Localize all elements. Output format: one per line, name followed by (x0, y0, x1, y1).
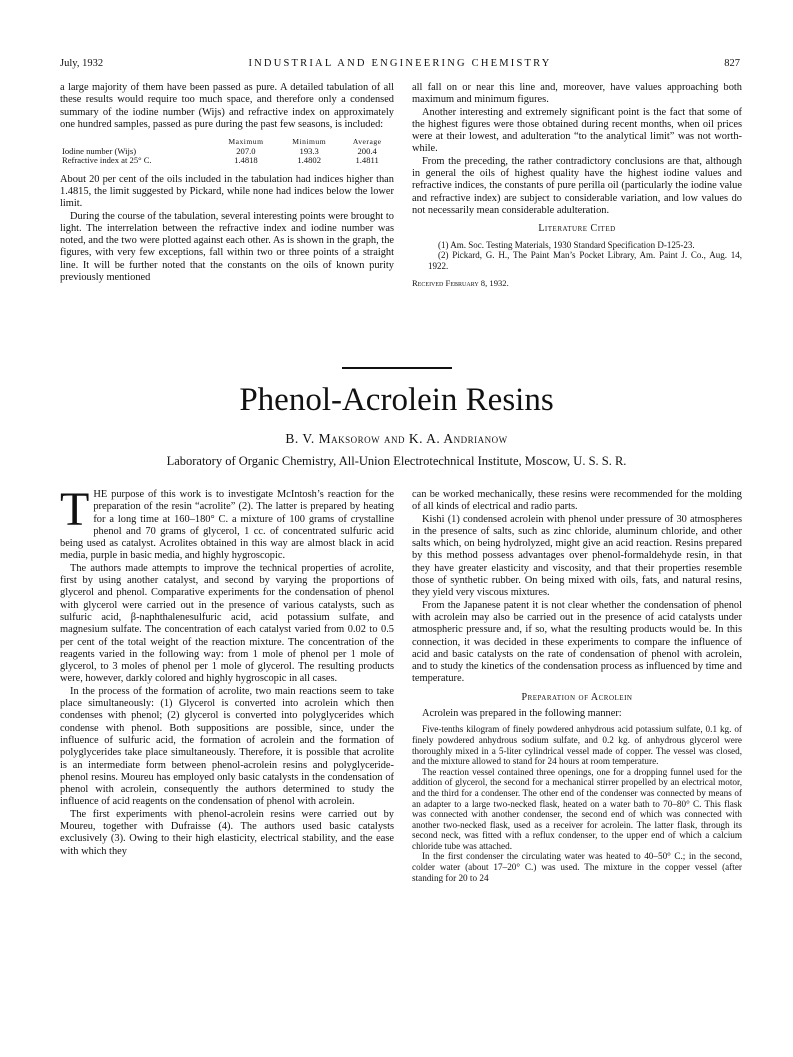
header-page-number: 827 (724, 58, 740, 69)
article-authors: B. V. Maksorow and K. A. Andrianow (285, 431, 508, 446)
paragraph: THE purpose of this work is to investigate McIntosh’s reaction for the preparation of the resin “acrolite” (2). The latter is prepared by heating for a long time at 160–180° C. a mixture of 100 grams of crystalline phenol and 70 grams of glycerol, 1 cc. of concentrated sulfuric acid being used as catalyst. Acrolites obtained in this way are almost black in acid media, purple in basic media, and highly hygroscopic. (60, 483, 394, 562)
paragraph: can be worked mechanically, these resins were recommended for the molding of all kinds of electrical and radio parts. (412, 489, 742, 513)
section-divider (342, 367, 452, 369)
table-row: Refractive index at 25° C. 1.4818 1.4802 1.4811 (62, 155, 379, 166)
preparation-heading: Preparation of Acrolein (521, 691, 633, 703)
paragraph: a large majority of them have been passed as pure. A detailed tabulation of all these results would require too much space, and therefore only a condensed summary of the iodine number (Wijs) and refractive index on approximately one hundred samples, passed as pure during the past few seasons, is included: (60, 82, 394, 130)
paragraph: From the preceding, the rather contradictory conclusions are that, although in general the oils of highest quality have the highest iodine values and refractive indices, the constants of pure perilla oil (particularly the iodine value and refractive index) are subject to considerable variation, and low values do not necessarily mean considerable adulteration. (412, 155, 742, 216)
paragraph: Five-tenths kilogram of finely powdered anhydrous acid potassium sulfate, 0.1 kg. of finely powdered anhydrous sodium sulfate, and 0.2 kg. of anhydrous glycerol were thoroughly mixed in a 5-liter cylindrical vessel made of copper. The vessel was closed, and the mixture allowed to stand for 24 hours at room temperature. (412, 724, 742, 767)
paragraph: The first experiments with phenol-acrolein resins were carried out by Moureu, together with Dufraisse (4). The authors used basic catalysts exclusively (3). Owing to their high elasticity, electrical stability, and the ease with which they (60, 808, 394, 857)
article-column-right (412, 489, 742, 883)
header-journal: INDUSTRIAL AND ENGINEERING CHEMISTRY (248, 58, 552, 69)
table-row: Iodine number (Wijs) 207.0 193.3 200.4 (62, 145, 377, 156)
paragraph: In the first condenser the circulating water was heated to 40–50° C.; in the second, colder water (about 17–20° C.) was used. The mixture in the copper vessel (after standing for 20 to 24 (412, 851, 742, 883)
paragraph: About 20 per cent of the oils included in the tabulation had indices higher than 1.4815, the limit suggested by Pickard, while none had indices below the lower limit. (60, 173, 394, 210)
article-affiliation: Laboratory of Organic Chemistry, All-Union Electrotechnical Institute, Moscow, U. S. S. R. (166, 454, 627, 468)
received-date: Received February 8, 1932. (412, 278, 509, 289)
paragraph: Another interesting and extremely significant point is the fact that some of the highest figures were those obtained during recent months, when oil prices were at their lowest, and adulteration “to the analytical limit” was not worth-while. (412, 106, 742, 155)
iodine-summary-table (60, 137, 394, 166)
paragraph: Acrolein was prepared in the following manner: (422, 708, 622, 720)
col-header-maximum: Maximum (228, 137, 264, 147)
paragraph: In the process of the formation of acrolite, two main reactions seem to take place simultaneously: (1) Glycerol is converted into acrolein which then condenses with phenol; (2) glycerol is converted into polyglycerides which condense with phenol. Both suppositions are possible, since, under the influence of sulfuric acid, the formation of acrolein and the formation of polyglycerides take place simultaneously. Therefore, it is possible that acrolite is an intermediate form between phenol-acrolein resins and polyglyceride-phenol resins. Moureu has employed only basic catalysts in the condensation of phenol with acrolein, consequently the authors determined to study the influence of acid reagents on the condensation of phenol with acrolein. (60, 685, 394, 808)
drop-cap: T (60, 483, 90, 536)
article-title: Phenol-Acrolein Resins (239, 382, 554, 418)
article-column-left (60, 483, 394, 858)
paragraph: From the Japanese patent it is not clear whether the condensation of phenol with acrolein may also be carried out in the presence of acid catalysts under atmospheric pressure and, if so, what the resulting products would be. In this connection, it was decided in these experiments to compare the influence of acid and basic catalysts on the rate of condensation of phenol with acrolein, and to study the kinetics of the condensation process as influenced by time and temperature. (412, 599, 742, 685)
paragraph: The reaction vessel contained three openings, one for a dropping funnel used for the addition of glycerol, the second for a mechanical stirrer propelled by an electrical motor, and the third for a condenser. The other end of the condenser was connected by means of an adapter to a large two-necked flask, heated on a water bath to 70–80° C. This flask was connected with another condenser, the second end of which was connected with another two-necked flask, used as a receiver for acrolein. The latter flask, through its second neck, was fitted with a reflux condenser, to the upper end of which a calcium chloride tube was attached. (412, 766, 742, 851)
literature-cited-heading: Literature Cited (538, 223, 616, 235)
previous-article-column-right (412, 82, 742, 289)
reference-item: (2) Pickard, G. H., The Paint Man’s Pocket Library, Am. Paint J. Co., Aug. 14, 1922. (428, 250, 742, 271)
paragraph: The authors made attempts to improve the technical properties of acrolite, first by using another catalyst, and second by varying the proportions of glycerol and phenol. Comparative experiments for the condensation of phenol with glycerol were carried out in the presence of various catalysts, such as sulfuric acid, β-naphthalenesulfuric acid, acid potassium sulfate, and magnesium sulfate. The concentration of each catalyst varied from 0.02 to 0.5 per cent of the total weight of the reaction mixture. The concentration of the reagents varied in the following way: from 1 mole of phenol per 1 mole of glycerol, to 3 moles of phenol per 1 mole of glycerol. The resulting products were, however, darkly colored and highly hygroscopic in all cases. (60, 562, 394, 685)
paragraph: During the course of the tabulation, several interesting points were brought to light. The interrelation between the refractive index and iodine number was noted, and the two were plotted against each other. As is shown in the graph, the figures, with very few exceptions, fall within two or three points of a straight line. It will be further noted that the constants on the oils of known purity previously mentioned (60, 210, 394, 284)
previous-article-column-left (60, 82, 394, 284)
paragraph: all fall on or near this line and, moreover, have values approaching both maximum and minimum figures. (412, 82, 742, 106)
reference-item: (1) Am. Soc. Testing Materials, 1930 Standard Specification D-125-23. (438, 239, 695, 250)
paragraph: Kishi (1) condensed acrolein with phenol under pressure of 30 atmospheres in the presence of salts, such as zinc chloride, aluminum chloride, and other salts which, on being hydrolyzed, might give an acid reaction. Resins prepared by this method possess advantages over phenol-formaldehyde resin, in that they have greater elasticity and viscosity, and that their properties resemble those of synthetic rubber. On being mixed with oils, fats, and natural resins, they yield very viscous mixtures. (412, 513, 742, 599)
col-header-average: Average (352, 137, 382, 147)
col-header-minimum: Minimum (292, 137, 327, 147)
running-header (60, 58, 740, 74)
header-date: July, 1932 (60, 58, 104, 69)
